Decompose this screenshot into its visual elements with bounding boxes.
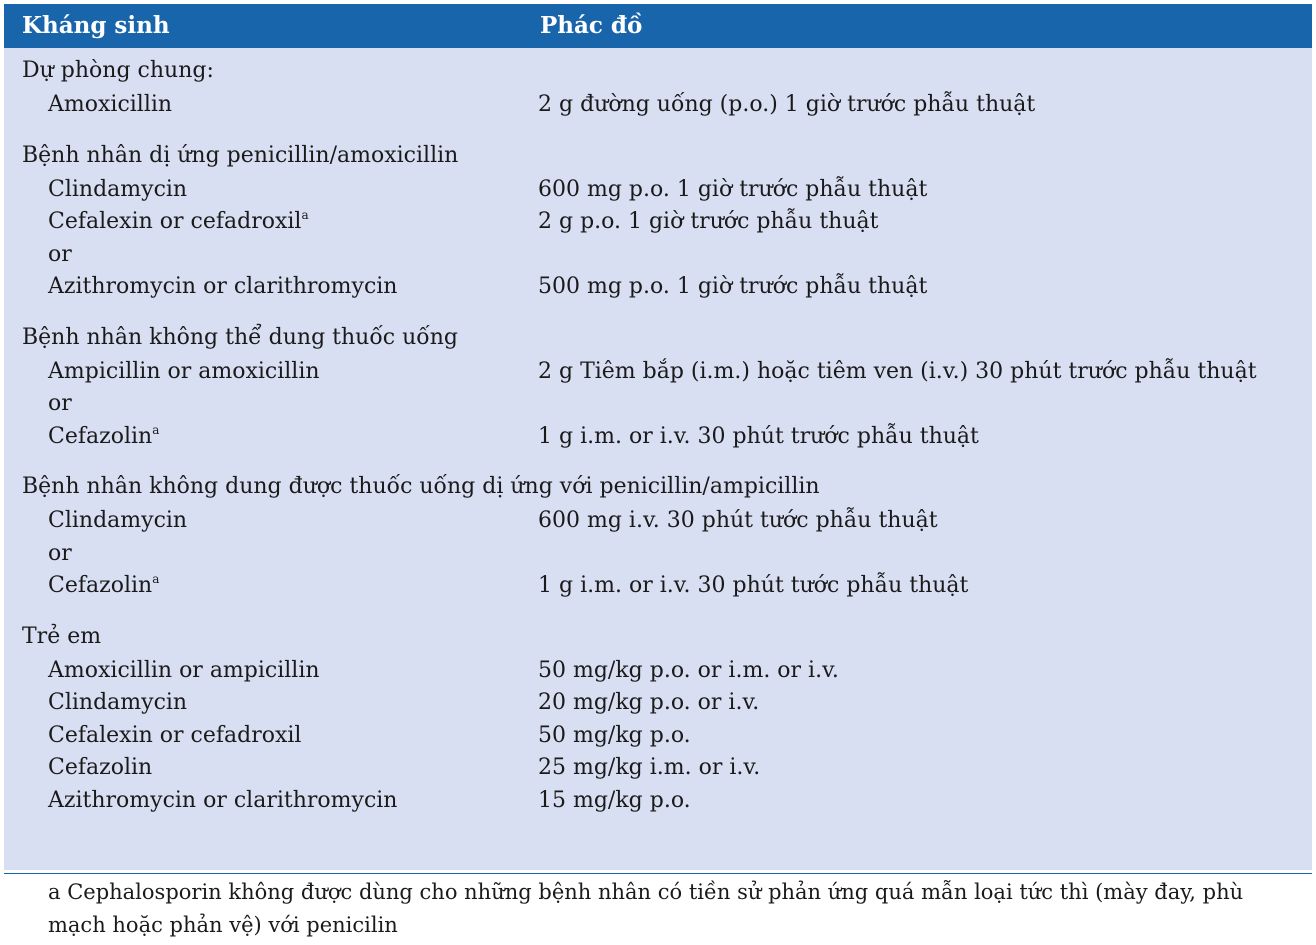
table-row — [4, 388, 1312, 421]
dose-regimen: 2 g p.o. 1 giờ trước phẫu thuật — [538, 209, 879, 234]
drug-text: or — [48, 540, 72, 566]
drug-name — [48, 206, 309, 238]
dose-regimen: 500 mg p.o. 1 giờ trước phẫu thuật — [538, 274, 928, 299]
table-row — [4, 785, 1312, 818]
dose-regimen: 2 g Tiêm bắp (i.m.) hoặc tiêm ven (i.v.) 30 phút trước phẫu thuật — [538, 358, 1257, 384]
dose-regimen: 1 g i.m. or i.v. 30 phút trước phẫu thuật — [538, 423, 979, 449]
table-group — [4, 620, 1312, 818]
drug-text: Ampicillin or amoxicillin — [48, 358, 320, 384]
table-body — [4, 48, 1312, 817]
drug-name — [48, 655, 320, 687]
drug-text: Cefazolin — [48, 573, 153, 598]
table-header — [4, 4, 1312, 48]
drug-name — [48, 752, 152, 784]
antibiotic-prophylaxis-table — [4, 4, 1312, 870]
drug-name — [48, 239, 72, 271]
drug-text: Clindamycin — [48, 176, 188, 202]
header-antibiotic: Kháng sinh — [22, 12, 170, 39]
table-row — [4, 505, 1312, 538]
table-row — [4, 655, 1312, 688]
drug-name — [48, 89, 172, 121]
table-group — [4, 321, 1312, 454]
dose-regimen: 600 mg p.o. 1 giờ trước phẫu thuật — [538, 176, 928, 202]
group-title: Trẻ em — [22, 623, 102, 649]
table-row — [4, 271, 1312, 304]
group-title: Bệnh nhân không dung được thuốc uống dị ứng với penicillin/ampicillin — [22, 474, 820, 499]
drug-text: or — [48, 241, 72, 267]
table-row — [4, 752, 1312, 785]
footnote-marker: a — [301, 208, 309, 222]
drug-text: Clindamycin — [48, 508, 188, 533]
group-title: Dự phòng chung: — [22, 58, 214, 83]
drug-name — [48, 505, 187, 537]
dose-regimen: 50 mg/kg p.o. — [538, 722, 691, 748]
table-row — [4, 538, 1312, 571]
drug-text: Amoxicillin — [48, 92, 173, 117]
group-title: Bệnh nhân dị ứng penicillin/amoxicillin — [22, 142, 459, 168]
drug-name — [48, 720, 301, 752]
footnote: a Cephalosporin không được dùng cho những bệnh nhân có tiền sử phản ứng quá mẫn loại tức thì (mày đay, phù mạch hoặc phản vệ) với penicilin — [48, 880, 1244, 937]
drug-name — [48, 538, 72, 570]
drug-name — [48, 388, 72, 420]
header-regimen: Phác đồ — [540, 12, 643, 39]
table-group — [4, 470, 1312, 603]
table-group — [4, 54, 1312, 122]
table-row — [4, 174, 1312, 207]
drug-text: or — [48, 391, 72, 416]
table-group — [4, 139, 1312, 304]
drug-text: Cefazolin — [48, 755, 153, 780]
drug-name — [48, 687, 187, 719]
drug-text: Azithromycin or clarithromycin — [48, 274, 398, 299]
table-row — [4, 421, 1312, 454]
drug-text: Clindamycin — [48, 690, 188, 715]
dose-regimen: 600 mg i.v. 30 phút tước phẫu thuật — [538, 508, 938, 533]
drug-text: Cefalexin or cefadroxil — [48, 209, 302, 234]
drug-name — [48, 785, 397, 817]
dose-regimen: 50 mg/kg p.o. or i.m. or i.v. — [538, 657, 839, 683]
drug-name — [48, 570, 159, 602]
dose-regimen: 25 mg/kg i.m. or i.v. — [538, 755, 761, 780]
table-row — [4, 720, 1312, 753]
drug-name — [48, 421, 159, 453]
group-title: Bệnh nhân không thể dung thuốc uống — [22, 324, 458, 350]
drug-text: Azithromycin or clarithromycin — [48, 787, 398, 813]
drug-text: Amoxicillin or ampicillin — [48, 657, 320, 683]
dose-regimen: 1 g i.m. or i.v. 30 phút tước phẫu thuật — [538, 573, 969, 598]
table-row — [4, 239, 1312, 272]
table-row — [4, 89, 1312, 122]
footnote-marker: a — [152, 422, 160, 437]
table-row — [4, 570, 1312, 603]
footnote-divider — [4, 873, 1312, 874]
drug-name — [48, 174, 187, 206]
drug-text: Cefazolin — [48, 423, 153, 449]
table-row — [4, 687, 1312, 720]
dose-regimen: 20 mg/kg p.o. or i.v. — [538, 690, 760, 715]
dose-regimen: 15 mg/kg p.o. — [538, 787, 691, 813]
table-row — [4, 206, 1312, 239]
drug-name — [48, 271, 397, 303]
dose-regimen: 2 g đường uống (p.o.) 1 giờ trước phẫu thuật — [538, 92, 1036, 117]
drug-text: Cefalexin or cefadroxil — [48, 722, 302, 748]
footnote-marker: a — [152, 572, 160, 586]
drug-name — [48, 356, 320, 388]
table-row — [4, 356, 1312, 389]
